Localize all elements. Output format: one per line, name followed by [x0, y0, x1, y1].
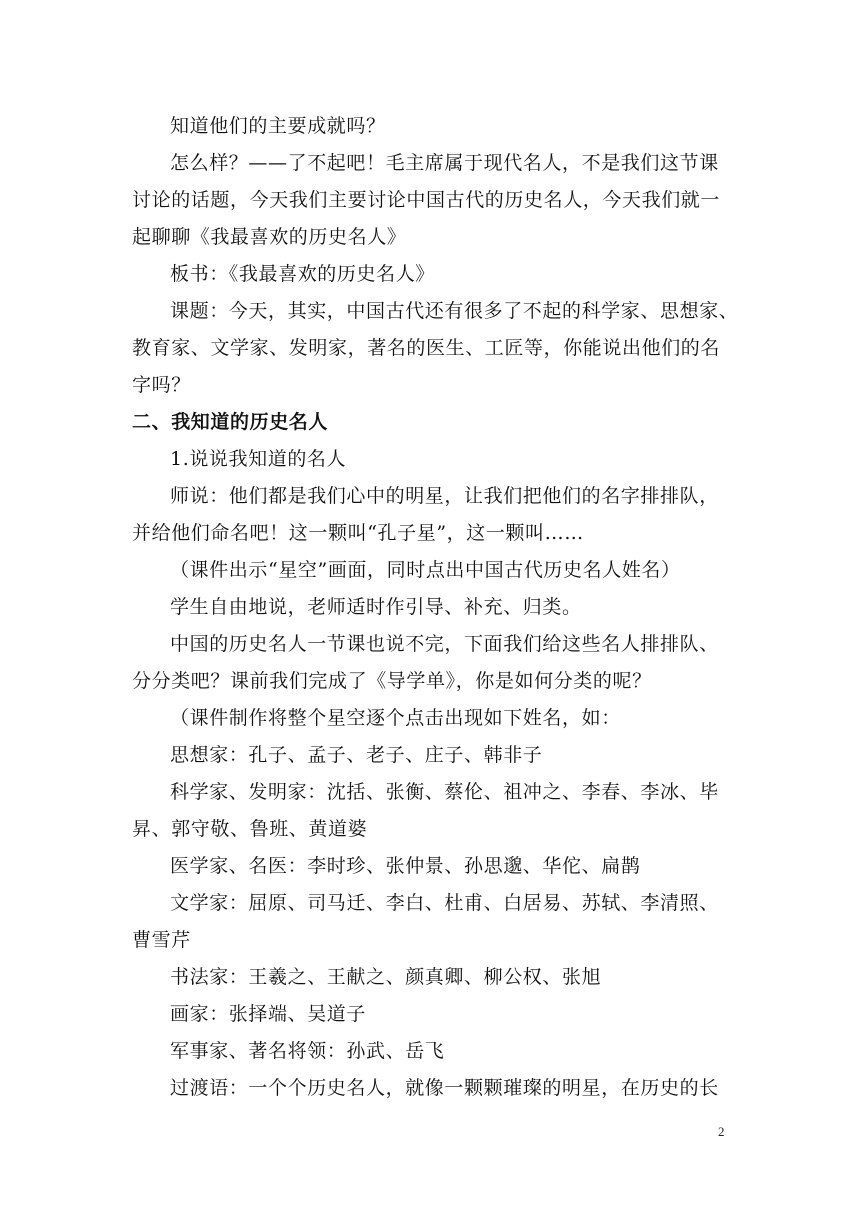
- text-line: 科学家、发明家：沈括、张衡、蔡伦、祖冲之、李春、李冰、毕: [170, 781, 719, 803]
- text-line: 课题：今天，其实，中国古代还有很多了不起的科学家、思想家、: [170, 300, 739, 322]
- text-line: 并给他们命名吧！这一颗叫“孔子星”，这一颗叫……: [132, 522, 584, 544]
- text-line: 昇、郭守敬、鲁班、黄道婆: [132, 818, 368, 840]
- text-line: 曹雪芹: [132, 929, 191, 951]
- text-line: 过渡语：一个个历史名人，就像一颗颗璀璨的明星，在历史的长: [170, 1077, 719, 1099]
- text-line: （课件出示“星空”画面，同时点出中国古代历史名人姓名）: [170, 559, 681, 581]
- text-line: 板书：《我最喜欢的历史名人》: [170, 263, 435, 285]
- text-line: 教育家、文学家、发明家，著名的医生、工匠等，你能说出他们的名: [132, 337, 721, 359]
- text-line: 中国的历史名人一节课也说不完，下面我们给这些名人排排队、: [170, 633, 719, 655]
- text-line: 1.说说我知道的名人: [170, 448, 347, 470]
- document-body: [132, 108, 739, 1107]
- text-line: 书法家：王羲之、王献之、颜真卿、柳公权、张旭: [170, 966, 602, 988]
- text-line: 字吗？: [132, 374, 191, 396]
- text-line: 怎么样？——了不起吧！毛主席属于现代名人，不是我们这节课: [170, 152, 719, 174]
- text-line: （课件制作将整个星空逐个点击出现如下姓名，如：: [170, 707, 621, 729]
- text-line: 起聊聊《我最喜欢的历史名人》: [132, 226, 407, 248]
- text-line: 师说：他们都是我们心中的明星，让我们把他们的名字排排队，: [170, 485, 719, 507]
- text-line: 画家：张择端、吴道子: [170, 1003, 367, 1025]
- page-number: 2: [718, 1124, 725, 1139]
- text-line: 思想家：孔子、孟子、老子、庄子、韩非子: [170, 744, 543, 766]
- text-line: 分分类吧？课前我们完成了《导学单》，你是如何分类的呢？: [132, 670, 652, 692]
- text-line: 医学家、名医：李时珍、张仲景、孙思邈、华佗、扁鹊: [170, 855, 641, 877]
- text-line: 讨论的话题，今天我们主要讨论中国古代的历史名人，今天我们就一: [132, 189, 721, 211]
- text-line: 学生自由地说，老师适时作引导、补充、归类。: [170, 596, 582, 618]
- text-line: 军事家、著名将领：孙武、岳飞: [170, 1040, 445, 1062]
- text-line: 知道他们的主要成就吗？: [170, 115, 386, 137]
- text-line: 文学家：屈原、司马迁、李白、杜甫、白居易、苏轼、李清照、: [170, 892, 719, 914]
- section-heading: 二、我知道的历史名人: [132, 411, 329, 433]
